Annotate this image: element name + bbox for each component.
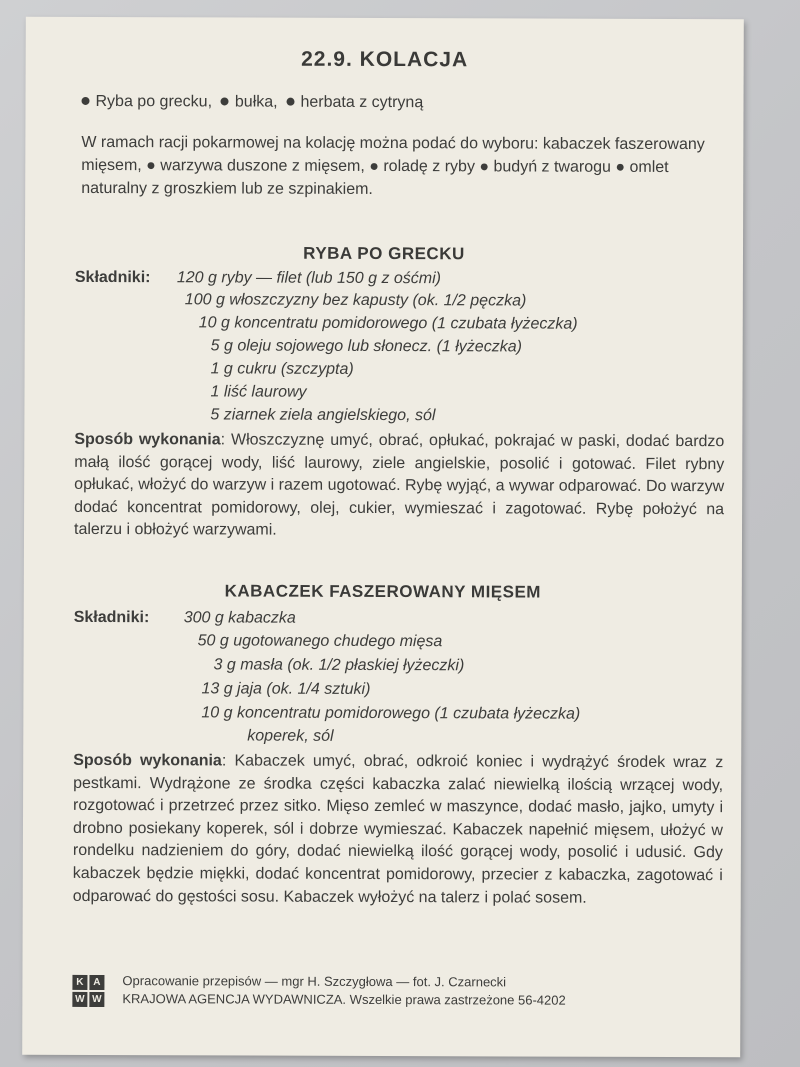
recipe1-method-text: : Włoszczyznę umyć, obrać, opłukać, pokrajać w paski, dodać bardzo małą ilość gorącej wody, liść laurowy, ziele angielskie, posolić i gotować. Filet rybny opłukać, włożyć do warzyw i razem ugotować. Rybę wyjąć, a wywar odparować. Do warzyw dodać koncentrat pomidorowy, olej, cukier, wymieszać i zagotować. Rybę położyć na talerzu i obłożyć warzywami.	[73, 431, 725, 540]
recipe1-method-label: Sposób wykonania	[74, 430, 221, 449]
footer-publisher	[122, 990, 565, 1010]
recipe1-ingredient: 10 g koncentratu pomidorowego (1 czubata łyżeczka)	[198, 314, 578, 333]
recipe1-ingredient: 1 g cukru (szczypta)	[210, 360, 354, 378]
recipe2-ingredient: koperek, sól	[247, 727, 334, 745]
bullet-dot-icon	[287, 97, 295, 105]
footer-text	[122, 972, 565, 1010]
logo-letter: A	[89, 975, 104, 990]
bullet-dot-icon	[82, 97, 90, 105]
footer-publisher-name: KRAJOWA AGENCJA WYDAWNICZA.	[122, 991, 347, 1007]
recipe2-ingredient: 300 g kabaczka	[183, 609, 296, 627]
recipe1-ingredient: 120 g ryby — filet (lub 150 g z ośćmi)	[176, 269, 442, 288]
logo-letter: W	[89, 992, 104, 1007]
recipe1-ingredients-label: Składniki:	[74, 268, 151, 287]
bullet-item: Ryba po grecku,	[95, 92, 213, 111]
footer-rights: Wszelkie prawa zastrzeżone 56-4202	[346, 991, 566, 1008]
publisher-logo	[72, 975, 106, 1009]
recipe1-ingredient: 5 g oleju sojowego lub słonecz. (1 łyżeczka)	[210, 337, 522, 356]
recipe1-title: RYBA PO GRECKU	[303, 243, 465, 264]
recipe2-title: KABACZEK FASZEROWANY MIĘSEM	[224, 581, 542, 602]
recipe1-ingredient: 1 liść laurowy	[210, 383, 307, 401]
recipe2-ingredient: 10 g koncentratu pomidorowego (1 czubata łyżeczka)	[201, 704, 581, 723]
menu-bullets	[81, 93, 423, 112]
bullet-item: herbata z cytryną	[300, 93, 424, 112]
bullet-dot-icon	[221, 97, 229, 105]
recipe-card	[22, 17, 744, 1058]
recipe1-ingredient: 5 ziarnek ziela angielskiego, sól	[210, 406, 436, 425]
recipe2-ingredient: 13 g jaja (ok. 1/4 sztuki)	[201, 680, 371, 698]
recipe2-ingredient: 50 g ugotowanego chudego mięsa	[197, 632, 443, 651]
recipe2-ingredient: 3 g masła (ok. 1/2 płaskiej łyżeczki)	[213, 656, 465, 675]
bullet-item: bułka,	[234, 93, 278, 111]
page-title: 22.9. KOLACJA	[301, 47, 469, 72]
intro-paragraph: W ramach racji pokarmowej na kolację można podać do wyboru: kabaczek faszerowany mięsem, ● warzywa duszone z mięsem, ● roladę z ryby ● budyń z twarogu ● omlet naturalny z groszkiem lub ze szpinakiem.	[81, 133, 705, 198]
recipe2-method-label: Sposób wykonania	[73, 751, 222, 770]
recipe1-ingredient: 100 g włoszczyzny bez kapusty (ok. 1/2 pęczka)	[184, 291, 527, 310]
logo-letter: K	[72, 975, 87, 990]
recipe1-method	[74, 429, 724, 544]
recipe2-method-text: : Kabaczek umyć, obrać, odkroić koniec i wydrążyć środek wraz z pestkami. Wydrążone ze środka części kabaczka zalać niewielką ilością wrzącej wody, rozgotować i przetrzeć przez sitko. Mięso zemleć w maszynce, dodać masło, jajko, umyty i drobno posiekany koperek, sól i dobrze wymieszać. Kabaczek napełnić mięsem, ułożyć w rondelku nadzieniem do góry, dodać niewielką ilość gorącej wody, posolić i udusić. Gdy kabaczek będzie miękki, dodać koncentrat pomidorowy, przecier z kabaczka, zagotować i odparować do gęstości sosu. Kabaczek wyłożyć na talerz i polać sosem.	[72, 752, 724, 907]
footer-credits: Opracowanie przepisów — mgr H. Szczygłowa — fot. J. Czarnecki	[122, 973, 507, 990]
recipe2-ingredients-label: Składniki:	[73, 608, 150, 627]
recipe2-method	[73, 750, 724, 910]
logo-letter: W	[72, 992, 87, 1007]
